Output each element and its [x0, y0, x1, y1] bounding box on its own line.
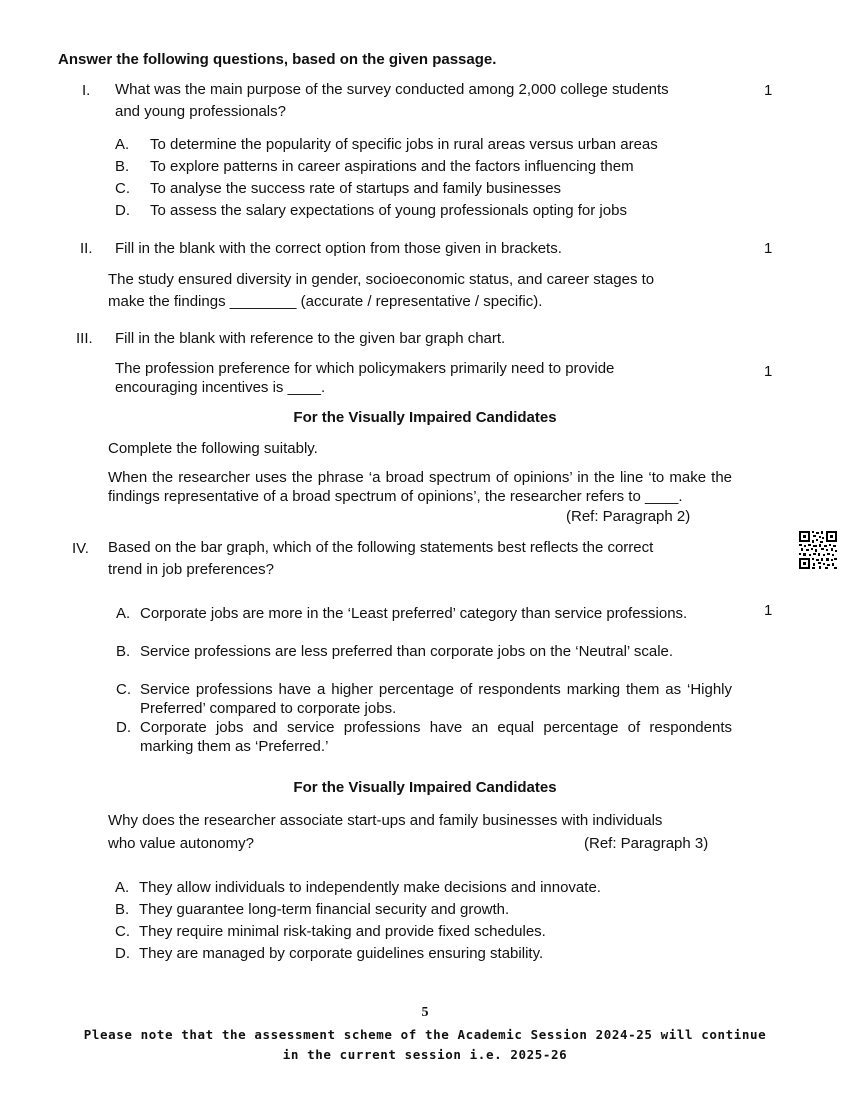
option-letter: A. — [115, 879, 130, 896]
option-letter: C. — [115, 180, 130, 197]
vi-heading: For the Visually Impaired Candidates — [293, 409, 557, 426]
vi-heading: For the Visually Impaired Candidates — [293, 779, 557, 796]
marks: 1 — [764, 363, 773, 380]
option-text: To analyse the success rate of startups and family businesses — [150, 180, 562, 197]
option-text: Service professions have a higher percentage of respondents marking them as ‘Highly Preferred’ compared to corporate jobs. — [140, 681, 732, 717]
passage-line: The study ensured diversity in gender, socioeconomic status, and career stages to — [108, 271, 655, 288]
option-text: To explore patterns in career aspirations and the factors influencing them — [150, 158, 634, 175]
question-number: IV. — [72, 540, 89, 557]
vi-question: Why does the researcher associate start-ups and family businesses with individuals — [108, 812, 663, 829]
option-letter: B. — [115, 158, 130, 175]
option-text: They are managed by corporate guidelines ensuring stability. — [139, 945, 544, 962]
footer-note: in the current session i.e. 2025-26 — [282, 1047, 568, 1062]
option-letter: D. — [116, 719, 131, 736]
question-text: trend in job preferences? — [108, 561, 274, 578]
question-text: Fill in the blank with the correct option from those given in brackets. — [115, 240, 562, 257]
instruction-heading: Answer the following questions, based on the given passage. — [58, 51, 497, 68]
option-letter: C. — [116, 681, 131, 698]
qr-code-icon — [799, 531, 837, 569]
option-letter: D. — [115, 945, 130, 962]
option-text: To assess the salary expectations of young professionals opting for jobs — [150, 202, 627, 219]
option-letter: B. — [116, 643, 131, 660]
option-text: To determine the popularity of specific jobs in rural areas versus urban areas — [150, 136, 658, 153]
question-text: Based on the bar graph, which of the following statements best reflects the correct — [108, 539, 654, 556]
marks: 1 — [764, 240, 773, 257]
passage-line: The profession preference for which policymakers primarily need to provide — [115, 360, 615, 377]
option-letter: D. — [115, 202, 130, 219]
question-number: II. — [80, 240, 93, 257]
footer-note: Please note that the assessment scheme of the Academic Session 2024-25 will continue — [83, 1027, 767, 1042]
vi-instruction: Complete the following suitably. — [108, 440, 318, 457]
marks: 1 — [764, 82, 773, 99]
marks: 1 — [764, 602, 773, 619]
reference: (Ref: Paragraph 2) — [566, 508, 691, 525]
page-number: 5 — [421, 1005, 429, 1020]
passage-line: encouraging incentives is ____. — [115, 379, 326, 396]
question-number: I. — [82, 82, 91, 99]
option-text: They guarantee long-term financial security and growth. — [139, 901, 510, 918]
option-text: Corporate jobs and service professions have an equal percentage of respondents marking them as ‘Preferred.’ — [140, 719, 732, 755]
passage-line: make the findings ________ (accurate / representative / specific). — [108, 293, 543, 310]
question-number: III. — [76, 330, 93, 347]
option-text: They require minimal risk-taking and provide fixed schedules. — [139, 923, 546, 940]
option-text: Corporate jobs are more in the ‘Least preferred’ category than service professions. — [140, 605, 688, 622]
option-text: Service professions are less preferred than corporate jobs on the ‘Neutral’ scale. — [140, 643, 674, 660]
vi-question: who value autonomy? — [108, 835, 254, 852]
reference: (Ref: Paragraph 3) — [584, 835, 709, 852]
option-letter: A. — [116, 605, 131, 622]
option-text: They allow individuals to independently make decisions and innovate. — [139, 879, 601, 896]
question-text: What was the main purpose of the survey conducted among 2,000 college students — [115, 81, 669, 98]
question-text: and young professionals? — [115, 103, 286, 120]
vi-passage: When the researcher uses the phrase ‘a broad spectrum of opinions’ in the line ‘to make the findings representative of a broad spectrum of opinions’, the researcher refers to ____. — [108, 469, 732, 505]
option-letter: B. — [115, 901, 130, 918]
option-letter: A. — [115, 136, 130, 153]
option-letter: C. — [115, 923, 130, 940]
question-text: Fill in the blank with reference to the given bar graph chart. — [115, 330, 506, 347]
